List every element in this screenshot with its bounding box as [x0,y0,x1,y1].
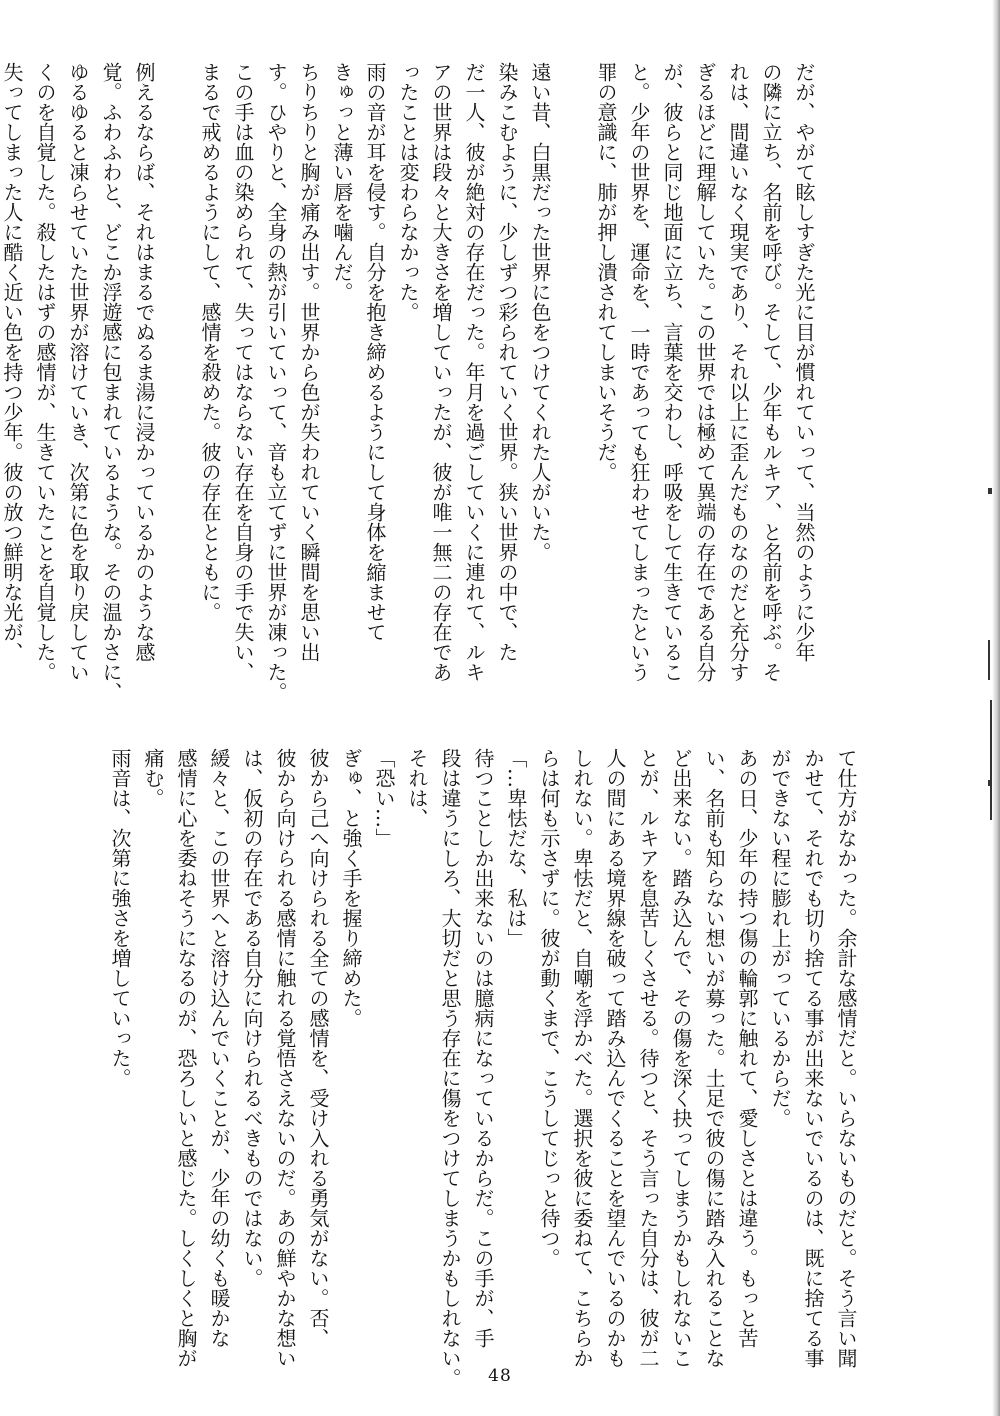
text-line: ぎゅ、と強く手を握り締めた。 [339,748,363,1028]
edge-mark [988,640,990,680]
edge-mark [990,700,992,820]
text-line: ったことは変わらなかった。 [396,62,420,322]
text-line: 待つことしか出来ないのは臆病になっているからだ。この手が、手 [471,748,495,1348]
upper-text-block [0,62,820,742]
text-line: ゆるゆると凍らせていた世界が溶けていき、次第に色を取り戻してい [66,62,90,682]
edge-mark [988,488,992,494]
text-line: くのを自覚した。殺したはずの感情が、生きていたことを自覚した。 [33,62,57,682]
text-line: す。ひやりと、全身の熱が引いていって、音も立てずに世界が凍った。 [264,62,288,702]
text-line: 覚。ふわふわと、どこか浮遊感に包まれているような。その温かさに、 [99,62,123,702]
text-line: 人の間にある境界線を破って踏み込んでくることを望んでいるのかも [603,748,627,1368]
text-line: 「…卑怯だな、私は」 [504,748,528,948]
text-line: は、仮初の存在である自分に向けられるべきものではない。 [240,748,264,1288]
text-line: 失ってしまった人に酷く近い色を持つ少年。彼の放つ鮮明な光が、 [0,62,24,662]
text-line: 痛む。 [141,748,165,808]
text-line: 雨音は、次第に強さを増していった。 [108,748,132,1088]
text-line: とが、ルキアを息苦しくさせる。待つと、そう言った自分は、彼が二 [636,748,660,1368]
text-line: ぎるほどに理解していた。この世界では極めて異端の存在である自分 [693,62,717,682]
text-line: だ一人、彼が絶対の存在だった。年月を過ごしていくに連れて、ルキ [462,62,486,682]
text-line: 染みこむように、少しずつ彩られていく世界。狭い世界の中で、た [495,62,519,662]
text-line: て仕方がなかった。余計な感情だと。いらないものだと。そう言い聞 [834,748,858,1368]
text-line: この手は血の染められて、失ってはならない存在を自身の手で失い、 [231,62,255,682]
edge-mark [988,780,992,786]
text-line: きゅっと薄い唇を噛んだ。 [330,62,354,302]
text-line: かせて、それでも切り捨てる事が出来ないでいるのは、既に捨てる事 [801,748,825,1368]
text-line: だが、やがて眩しすぎた光に目が慣れていって、当然のように少年 [792,62,816,662]
text-line: それは、 [405,748,429,828]
page-number: 48 [488,1366,512,1386]
text-line: の隣に立ち、名前を呼び。そして、少年もルキア、と名前を呼ぶ。そ [759,62,783,682]
text-line: 罪の意識に、肺が押し潰されてしまいそうだ。 [594,62,618,482]
text-line: い、名前も知らない想いが募った。土足で彼の傷に踏み入れることな [702,748,726,1368]
page-edge [992,0,1000,1416]
text-line [556,62,589,742]
text-line: ができない程に膨れ上がっているからだ。 [768,748,792,1128]
text-line: まるで戒めるようにして、感情を殺めた。彼の存在とともに。 [198,62,222,622]
text-line [160,62,193,742]
text-line: らは何も示さずに。彼が動くまで、こうしてじっと待つ。 [537,748,561,1268]
text-line: 雨の音が耳を侵す。自分を抱き締めるようにして身体を縮ませて [363,62,387,642]
text-line: 彼から向けられる感情に触れる覚悟さえないのだ。あの鮮やかな想い [273,748,297,1368]
text-line: 「恐い…」 [372,748,396,848]
text-line: 感情に心を委ねそうになるのが、恐ろしいと感じた。しくしくと胸が [174,748,198,1368]
text-line: 緩々と、この世界へと溶け込んでいくことが、少年の幼くも暖かな [207,748,231,1348]
text-line: が、彼らと同じ地面に立ち、言葉を交わし、呼吸をして生きているこ [660,62,684,682]
text-line: 彼から己へ向けられる全ての感情を、受け入れる勇気がない。否、 [306,748,330,1348]
text-line: あの日、少年の持つ傷の輪郭に触れて、愛しさとは違う。もっと苦 [735,748,759,1348]
text-line: ちりちりと胸が痛み出す。世界から色が失われていく瞬間を思い出 [297,62,321,662]
text-line: アの世界は段々と大きさを増していったが、彼が唯一無二の存在であ [429,62,453,682]
text-line: と。少年の世界を、運命を、一時であっても狂わせてしまったという [627,62,651,682]
text-line: しれない。卑怯だと、自嘲を浮かべた。選択を彼に委ねて、こちらか [570,748,594,1368]
text-line: 遠い昔、白黒だった世界に色をつけてくれた人がいた。 [528,62,552,562]
text-line: ど出来ない。踏み込んで、その傷を深く抉ってしまうかもしれないこ [669,748,693,1368]
text-line: れは、間違いなく現実であり、それ以上に歪んだものなのだと充分す [726,62,750,682]
text-line: 例えるならば、それはまるでぬるま湯に浸かっているかのような感 [132,62,156,662]
text-line: 段は違うにしろ、大切だと思う存在に傷をつけてしまうかもしれない。 [438,748,462,1388]
